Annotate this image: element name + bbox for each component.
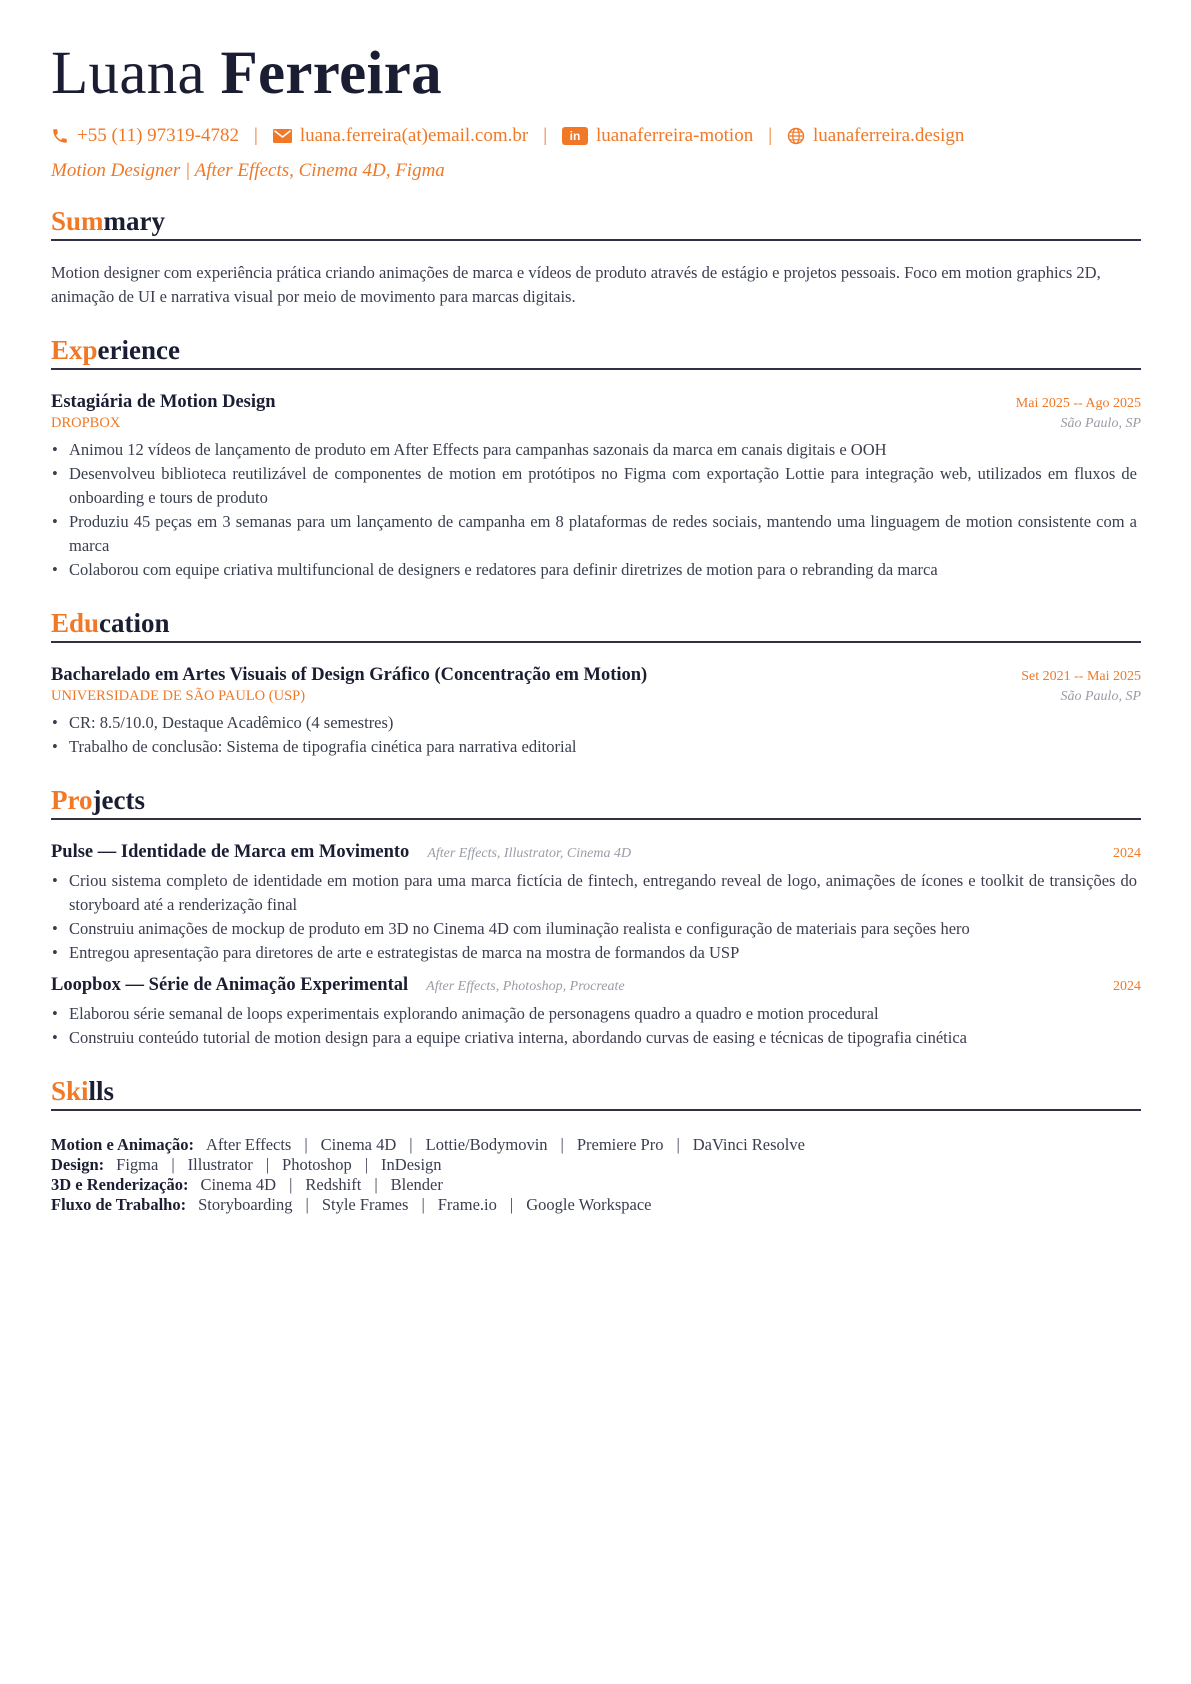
email-link[interactable] (273, 125, 528, 147)
skill-item: Cinema 4D (200, 1175, 277, 1194)
project-tools: After Effects, Illustrator, Cinema 4D (427, 846, 632, 861)
skill-separator: | (304, 1135, 308, 1154)
linkedin-text: luanaferreira-motion (596, 125, 754, 146)
project-bullets (51, 869, 1141, 965)
project-title: Loopbox — Série de Animação Experimental (51, 975, 409, 995)
contact-separator: | (768, 125, 773, 146)
skill-row (51, 1195, 1141, 1215)
bullet-item: • Entregou apresentação para diretores de arte e estrategistas de marca na mostra de formandos da USP (51, 941, 1141, 965)
skill-item: InDesign (381, 1155, 442, 1174)
envelope-icon (273, 129, 292, 143)
education-entry (51, 665, 1141, 759)
candidate-name (51, 38, 1141, 110)
skill-separator: | (265, 1155, 270, 1174)
project-bullets (51, 1002, 1141, 1050)
section-title-education (51, 606, 1141, 643)
skill-separator: | (676, 1135, 680, 1154)
skill-separator: | (409, 1135, 413, 1154)
skill-separator: | (509, 1195, 514, 1214)
phone-link[interactable] (51, 125, 239, 147)
skill-row (51, 1175, 1141, 1195)
skill-separator: | (171, 1155, 175, 1174)
contact-separator: | (254, 125, 258, 146)
project-entry (51, 842, 1141, 965)
last-name: Ferreira (220, 40, 442, 107)
section-title-projects (51, 783, 1141, 820)
skill-category-label: 3D e Renderização: (51, 1175, 189, 1194)
skill-item: DaVinci Resolve (692, 1135, 805, 1154)
skill-category-label: Design: (51, 1155, 105, 1174)
section-title-accent: Exp (51, 335, 98, 365)
project-date: 2024 (1113, 979, 1141, 994)
skill-item: Premiere Pro (576, 1135, 664, 1154)
education-bullets (51, 711, 1141, 759)
phone-text: +55 (11) 97319-4782 (77, 125, 239, 146)
skill-item: After Effects (205, 1135, 292, 1154)
section-title-accent: Pro (51, 785, 93, 815)
bullet-item: • Animou 12 vídeos de lançamento de produto em After Effects para campanhas sazonais da marca em canais digitais e OOH (51, 438, 1141, 462)
summary-section (51, 204, 1141, 309)
education-section (51, 606, 1141, 759)
skill-item: Cinema 4D (320, 1135, 397, 1154)
section-title-rest: mary (103, 206, 166, 236)
skill-item: Blender (390, 1175, 443, 1194)
skill-item: Google Workspace (526, 1195, 652, 1214)
bullet-item: • Construiu conteúdo tutorial de motion design para a equipe criativa interna, abordando curvas de easing e técnicas de tipografia cinética (51, 1026, 1141, 1050)
first-name: Luana (51, 40, 205, 107)
bullet-item: • Elaborou série semanal de loops experimentais explorando animação de personagens quadro a quadro e motion procedural (51, 1002, 1141, 1026)
education-date: Set 2021 -- Mai 2025 (1021, 669, 1141, 684)
job-title: Estagiária de Motion Design (51, 392, 276, 412)
section-title-skills (51, 1074, 1141, 1111)
project-title: Pulse — Identidade de Marca em Movimento (51, 842, 410, 862)
section-title-summary (51, 204, 1141, 241)
section-title-accent: Ski (51, 1076, 89, 1106)
skill-separator: | (421, 1195, 425, 1214)
bullet-item: • Desenvolveu biblioteca reutilizável de componentes de motion em protótipos no Figma com exportação Lottie para integração web, utilizados em fluxos de onboarding e tours de produto (51, 462, 1141, 510)
skill-category-label: Fluxo de Trabalho: (51, 1195, 187, 1214)
skill-separator: | (560, 1135, 564, 1154)
project-date: 2024 (1113, 846, 1141, 861)
skill-item: Redshift (305, 1175, 362, 1194)
skill-item: Frame.io (437, 1195, 497, 1214)
summary-text: Motion designer com experiência prática criando animações de marca e vídeos de produto através de estágio e projetos pessoais. Foco em motion graphics 2D, animação de UI e narrativa visual por meio de movimento para marcas digitais. (51, 263, 1101, 306)
skill-separator: | (364, 1155, 369, 1174)
bullet-item: • Construiu animações de mockup de produto em 3D no Cinema 4D com iluminação realista e configuração de materiais para seções hero (51, 917, 1141, 941)
skill-item: Lottie/Bodymovin (425, 1135, 548, 1154)
email-text: luana.ferreira(at)email.com.br (299, 125, 529, 146)
section-title-rest: erience (97, 335, 180, 365)
phone-icon (51, 127, 69, 145)
experience-entry (51, 392, 1141, 582)
skill-item: Style Frames (321, 1195, 409, 1214)
bullet-item: • Colaborou com equipe criativa multifuncional de designers e redatores para definir diretrizes de motion para o rebranding da marca (51, 558, 1141, 582)
skill-row (51, 1155, 1141, 1175)
skill-item: Illustrator (187, 1155, 253, 1174)
tagline: Motion Designer | After Effects, Cinema 4D, Figma (51, 160, 445, 181)
skill-separator: | (289, 1175, 293, 1194)
section-title-rest: cation (99, 608, 170, 638)
experience-bullets (51, 438, 1141, 582)
contact-bar (51, 124, 1141, 148)
project-tools: After Effects, Photoshop, Procreate (426, 979, 625, 994)
institution-name: UNIVERSIDADE DE SÃO PAULO (USP) (51, 688, 306, 704)
company-name: DROPBOX (51, 415, 121, 431)
bullet-item: • CR: 8.5/10.0, Destaque Acadêmico (4 semestres) (51, 711, 1141, 735)
section-title-accent: Sum (51, 206, 104, 236)
degree-title: Bacharelado em Artes Visuais of Design Gráfico (Concentração em Motion) (51, 665, 648, 685)
projects-section (51, 783, 1141, 1050)
section-title-rest: lls (88, 1076, 115, 1106)
bullet-item: • Produziu 45 peças em 3 semanas para um lançamento de campanha em 8 plataformas de redes sociais, mantendo uma linguagem de motion consistente com a marca (51, 510, 1141, 558)
education-location: São Paulo, SP (1060, 689, 1141, 704)
skill-item: Photoshop (282, 1155, 352, 1174)
job-location: São Paulo, SP (1060, 416, 1141, 431)
skill-item: Storyboarding (198, 1195, 293, 1214)
experience-section (51, 333, 1141, 582)
section-title-experience (51, 333, 1141, 370)
linkedin-link[interactable] (562, 125, 753, 147)
project-entry (51, 975, 1141, 1050)
contact-separator: | (543, 125, 548, 146)
globe-icon (787, 127, 805, 145)
linkedin-icon: in (562, 127, 588, 145)
section-title-accent: Edu (51, 608, 100, 638)
skill-row (51, 1135, 1141, 1155)
website-text: luanaferreira.design (813, 125, 965, 146)
skills-list (51, 1135, 1141, 1215)
skill-item: Figma (116, 1155, 159, 1174)
bullet-item: • Criou sistema completo de identidade em motion para uma marca fictícia de fintech, entregando reveal de logo, animações de ícones e toolkit de transições do storyboard até a renderização final (51, 869, 1141, 917)
bullet-item: • Trabalho de conclusão: Sistema de tipografia cinética para narrativa editorial (51, 735, 1141, 759)
skills-section (51, 1074, 1141, 1215)
skill-category-label: Motion e Animação: (51, 1135, 194, 1154)
skill-separator: | (374, 1175, 378, 1194)
website-link[interactable] (787, 125, 964, 147)
section-title-rest: jects (92, 785, 145, 815)
skill-separator: | (305, 1195, 309, 1214)
job-date: Mai 2025 -- Ago 2025 (1015, 396, 1141, 411)
